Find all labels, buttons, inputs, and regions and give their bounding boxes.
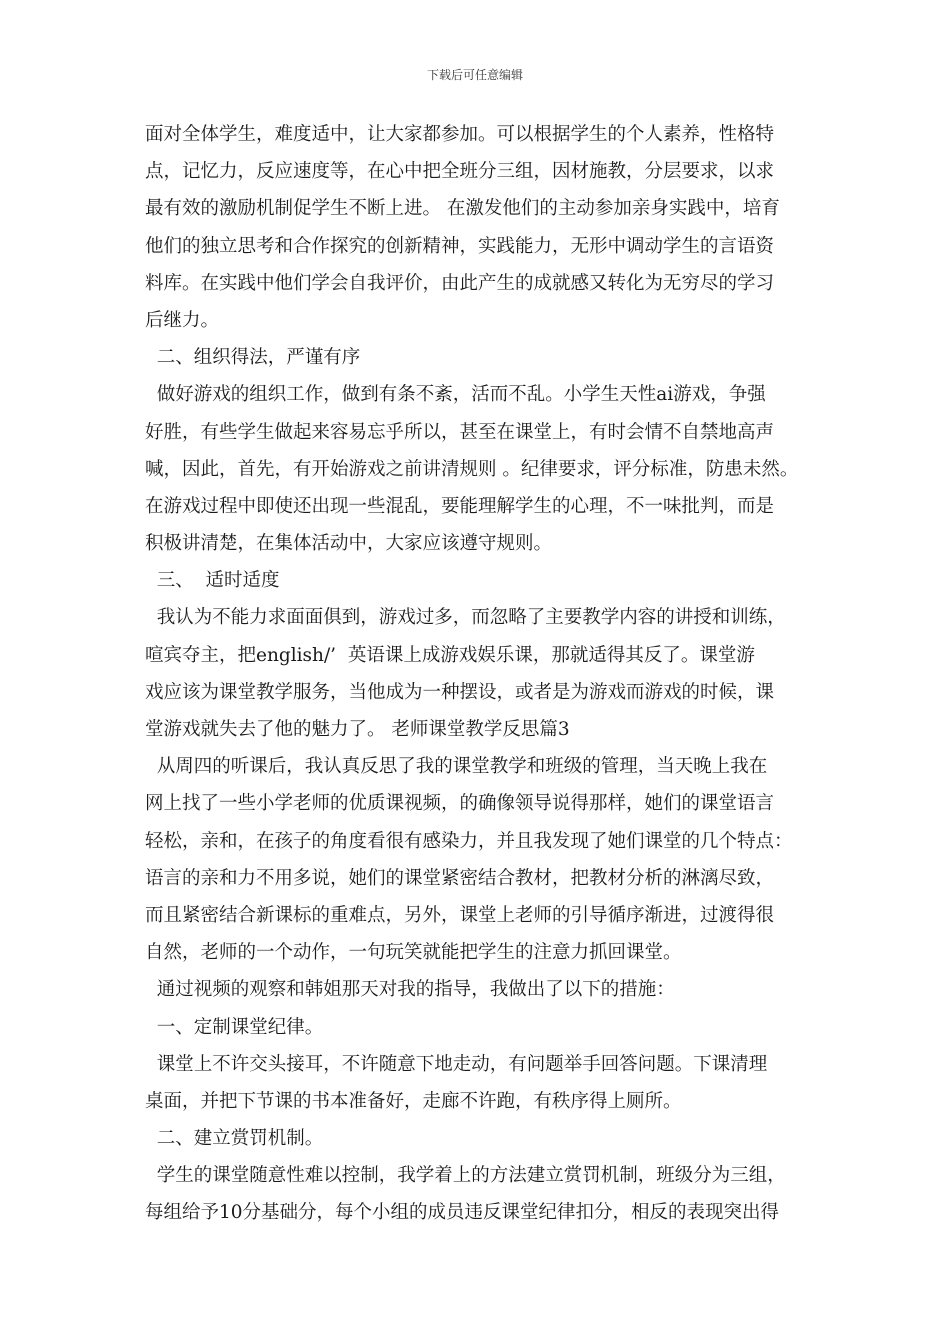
text-line: 学生的课堂随意性难以控制，我学着上的方法建立赏罚机制，班级分为三组，: [145, 1165, 786, 1187]
text-line: 从周四的听课后，我认真反思了我的课堂教学和班级的管理，当天晚上我在: [145, 756, 768, 778]
document-body: [145, 116, 817, 1232]
text-line: 网上找了一些小学老师的优质课视频，的确像领导说得那样，她们的课堂语言: [145, 793, 775, 815]
text-line: 通过视频的观察和韩姐那天对我的指导，我做出了以下的措施：: [145, 979, 675, 1001]
text-line: 在游戏过程中即使还出现一些混乱，要能理解学生的心理，不一味批判，而是: [145, 495, 775, 517]
text-line: 戏应该为课堂教学服务，当他成为一种摆设，或者是为游戏而游戏的时候，课: [145, 681, 775, 703]
section-heading: 一、定制课堂纪律。: [145, 1016, 324, 1038]
text-line: 轻松，亲和，在孩子的角度看很有感染力，并且我发现了她们课堂的几个特点：: [145, 830, 793, 852]
text-line: 最有效的激励机制促学生不断上进。 在激发他们的主动参加亲身实践中，培育: [145, 198, 780, 220]
text-line: 喊，因此，首先，有开始游戏之前讲清规则 。纪律要求，评分标准，防患未然。: [145, 458, 799, 480]
text-line: 而且紧密结合新课标的重难点，另外，课堂上老师的引导循序渐进，过渡得很: [145, 904, 775, 926]
text-line: 自然，老师的一个动作，一句玩笑就能把学生的注意力抓回课堂。: [145, 942, 682, 964]
section-heading: 二、建立赏罚机制。: [145, 1128, 324, 1150]
text-line: 后继力。: [145, 309, 220, 331]
text-line: 点，记忆力，反应速度等，在心中把全班分三组，因材施教，分层要求，以求: [145, 161, 775, 183]
text-line: 我认为不能力求面面俱到，游戏过多，而忽略了主要教学内容的讲授和训练，: [145, 607, 786, 629]
text-line: 堂游戏就失去了他的魅力了。 老师课堂教学反思篇3: [145, 719, 570, 740]
text-line: 课堂上不许交头接耳，不许随意下地走动，有问题举手回答问题。下课清理: [145, 1053, 768, 1075]
text-line: 喧宾夺主，把english/’ 英语课上成游戏娱乐课，那就适得其反了。课堂游: [145, 644, 755, 666]
page-header: 下载后可任意编辑: [426, 68, 523, 82]
text-line: 积极讲清楚，在集体活动中，大家应该遵守规则。: [145, 533, 553, 555]
text-line: 每组给予10分基础分，每个小组的成员违反课堂纪律扣分，相反的表现突出得: [145, 1202, 780, 1224]
text-line: 好胜，有些学生做起来容易忘乎所以，甚至在课堂上，有时会情不自禁地高声: [145, 421, 775, 443]
text-line: 桌面，并把下节课的书本准备好，走廊不许跑，有秩序得上厕所。: [145, 1090, 682, 1112]
section-heading: 二、组织得法，严谨有序: [145, 347, 361, 369]
text-line: 语言的亲和力不用多说，她们的课堂紧密结合教材，把教材分析的淋漓尽致，: [145, 867, 775, 889]
section-heading: 三、 适时适度: [145, 570, 280, 592]
text-line: 面对全体学生，难度适中，让大家都参加。可以根据学生的个人素养，性格特: [145, 124, 775, 145]
text-line: 做好游戏的组织工作，做到有条不紊，活而不乱。小学生天性ai游戏，争强: [145, 384, 766, 406]
text-line: 料库。在实践中他们学会自我评价，由此产生的成就感又转化为无穷尽的学习: [145, 272, 775, 294]
text-line: 他们的独立思考和合作探究的创新精神，实践能力，无形中调动学生的言语资: [145, 235, 775, 257]
